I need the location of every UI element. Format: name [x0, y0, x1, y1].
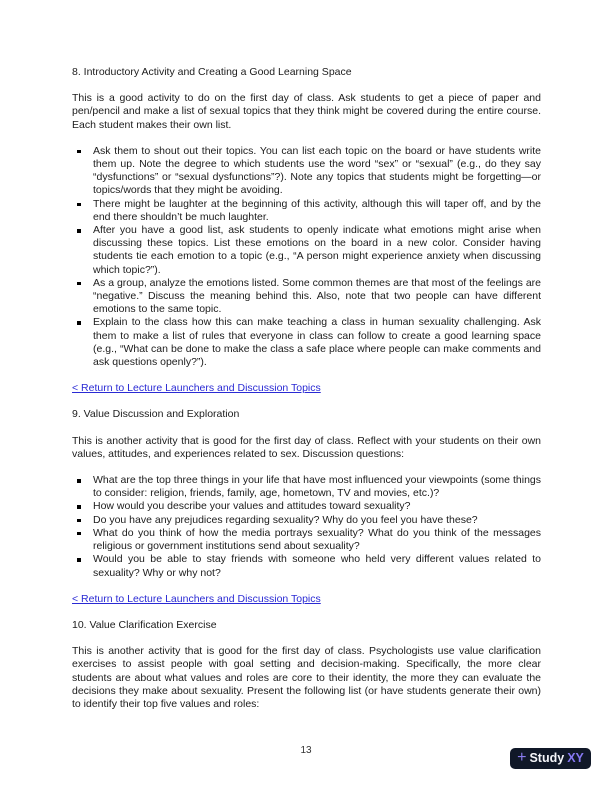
- list-item-text: Do you have any prejudices regarding sexuality? Why do you feel you have these?: [93, 513, 478, 526]
- section-heading-9: 9. Value Discussion and Exploration: [72, 408, 240, 421]
- section-heading-8: 8. Introductory Activity and Creating a Good Learning Space: [72, 66, 352, 78]
- section-intro-9: This is another activity that is good for the first day of class. Reflect with your students on their own values, attitudes, and experiences related to sex. Discussion questions:: [72, 434, 541, 460]
- bullet-square-icon: [77, 282, 81, 286]
- list-item: [72, 553, 541, 579]
- bullet-square-icon: [77, 229, 81, 233]
- bullet-square-icon: [77, 558, 81, 562]
- list-item-text: Ask them to shout out their topics. You can list each topic on the board or have students write them up. Note the degree to which students use the word “sex” or “sexual” (e.g., do they say “dysfunctions” or “sexual dysfunctions”?). Note any topics that students might be forgetting—or topics/words that they might be avoiding.: [93, 144, 541, 197]
- list-item-text: What do you think of how the media portrays sexuality? What do you think of the messages religious or government institutions send about sexuality?: [93, 526, 541, 553]
- bullet-square-icon: [77, 203, 81, 207]
- list-item-text: What are the top three things in your life that have most influenced your viewpoints (some things to consider: religion, friends, family, age, hometown, TV and movies, etc.)?: [93, 474, 541, 500]
- list-item-text: Explain to the class how this can make teaching a class in human sexuality challenging. Ask them to make a list of rules that everyone in class can follow to create a good learning space (e.g., “What can be done to make the class a safe place where people can make comments and ask questions openly?”).: [93, 316, 541, 369]
- section-intro-8: This is a good activity to do on the first day of class. Ask students to get a piece of paper and pen/pencil and make a list of sexual topics that they think might be covered during the entire course. Each student makes their own list.: [72, 92, 541, 131]
- list-item: [72, 224, 541, 277]
- list-item-text: Would you be able to stay friends with someone who held very different values related to sexuality? Why or why not?: [93, 553, 541, 579]
- list-item-text: As a group, analyze the emotions listed. Some common themes are that most of the feelings are “negative.” Discuss the meaning behind this. Also, note that two people can have different emotions to the same topic.: [93, 276, 541, 316]
- bullet-square-icon: [77, 532, 81, 536]
- list-item-text: How would you describe your values and attitudes toward sexuality?: [93, 500, 411, 513]
- bullet-list-8: [72, 145, 541, 369]
- list-item: [72, 514, 541, 527]
- studyxy-logo: [510, 748, 591, 769]
- logo-text-xy: XY: [567, 751, 584, 766]
- list-item: [72, 277, 541, 317]
- section-intro-10: This is another activity that is good for the first day of class. Psychologists use value clarification exercises to assist people with goal setting and decision-making. Specifically, the more clear students are about what values and roles are core to their identity, the more they can evaluate the decisions they make about sexuality. Present the following list (or have students generate their own) to identify their top five values and roles:: [72, 645, 541, 710]
- page-number: 13: [300, 745, 312, 756]
- bullet-square-icon: [77, 505, 81, 509]
- list-item-text: After you have a good list, ask students to openly indicate what emotions might arise when discussing these topics. List these emotions on the board in a new color. Consider having students tie each emotion to a topic (e.g., “A person might experience anxiety when discussing which topic?”).: [93, 224, 541, 276]
- list-item: [72, 500, 541, 513]
- list-item: [72, 316, 541, 369]
- bullet-square-icon: [77, 479, 81, 483]
- plus-icon: +: [517, 748, 527, 766]
- list-item: [72, 527, 541, 553]
- bullet-square-icon: [77, 150, 81, 154]
- section-heading-10: 10. Value Clarification Exercise: [72, 618, 217, 631]
- bullet-square-icon: [77, 321, 81, 325]
- list-item: [72, 474, 541, 500]
- list-item: [72, 145, 541, 198]
- list-item: [72, 198, 541, 224]
- list-item-text: There might be laughter at the beginning of this activity, although this will taper off, and by the end there shouldn’t be much laughter.: [93, 197, 541, 223]
- logo-text-study: Study: [529, 751, 565, 766]
- page-content: [72, 66, 541, 724]
- return-to-lecture-launchers-link[interactable]: < Return to Lecture Launchers and Discussion Topics: [72, 592, 321, 605]
- bullet-list-9: [72, 474, 541, 580]
- return-to-lecture-launchers-link[interactable]: < Return to Lecture Launchers and Discussion Topics: [72, 382, 321, 395]
- bullet-square-icon: [77, 519, 81, 523]
